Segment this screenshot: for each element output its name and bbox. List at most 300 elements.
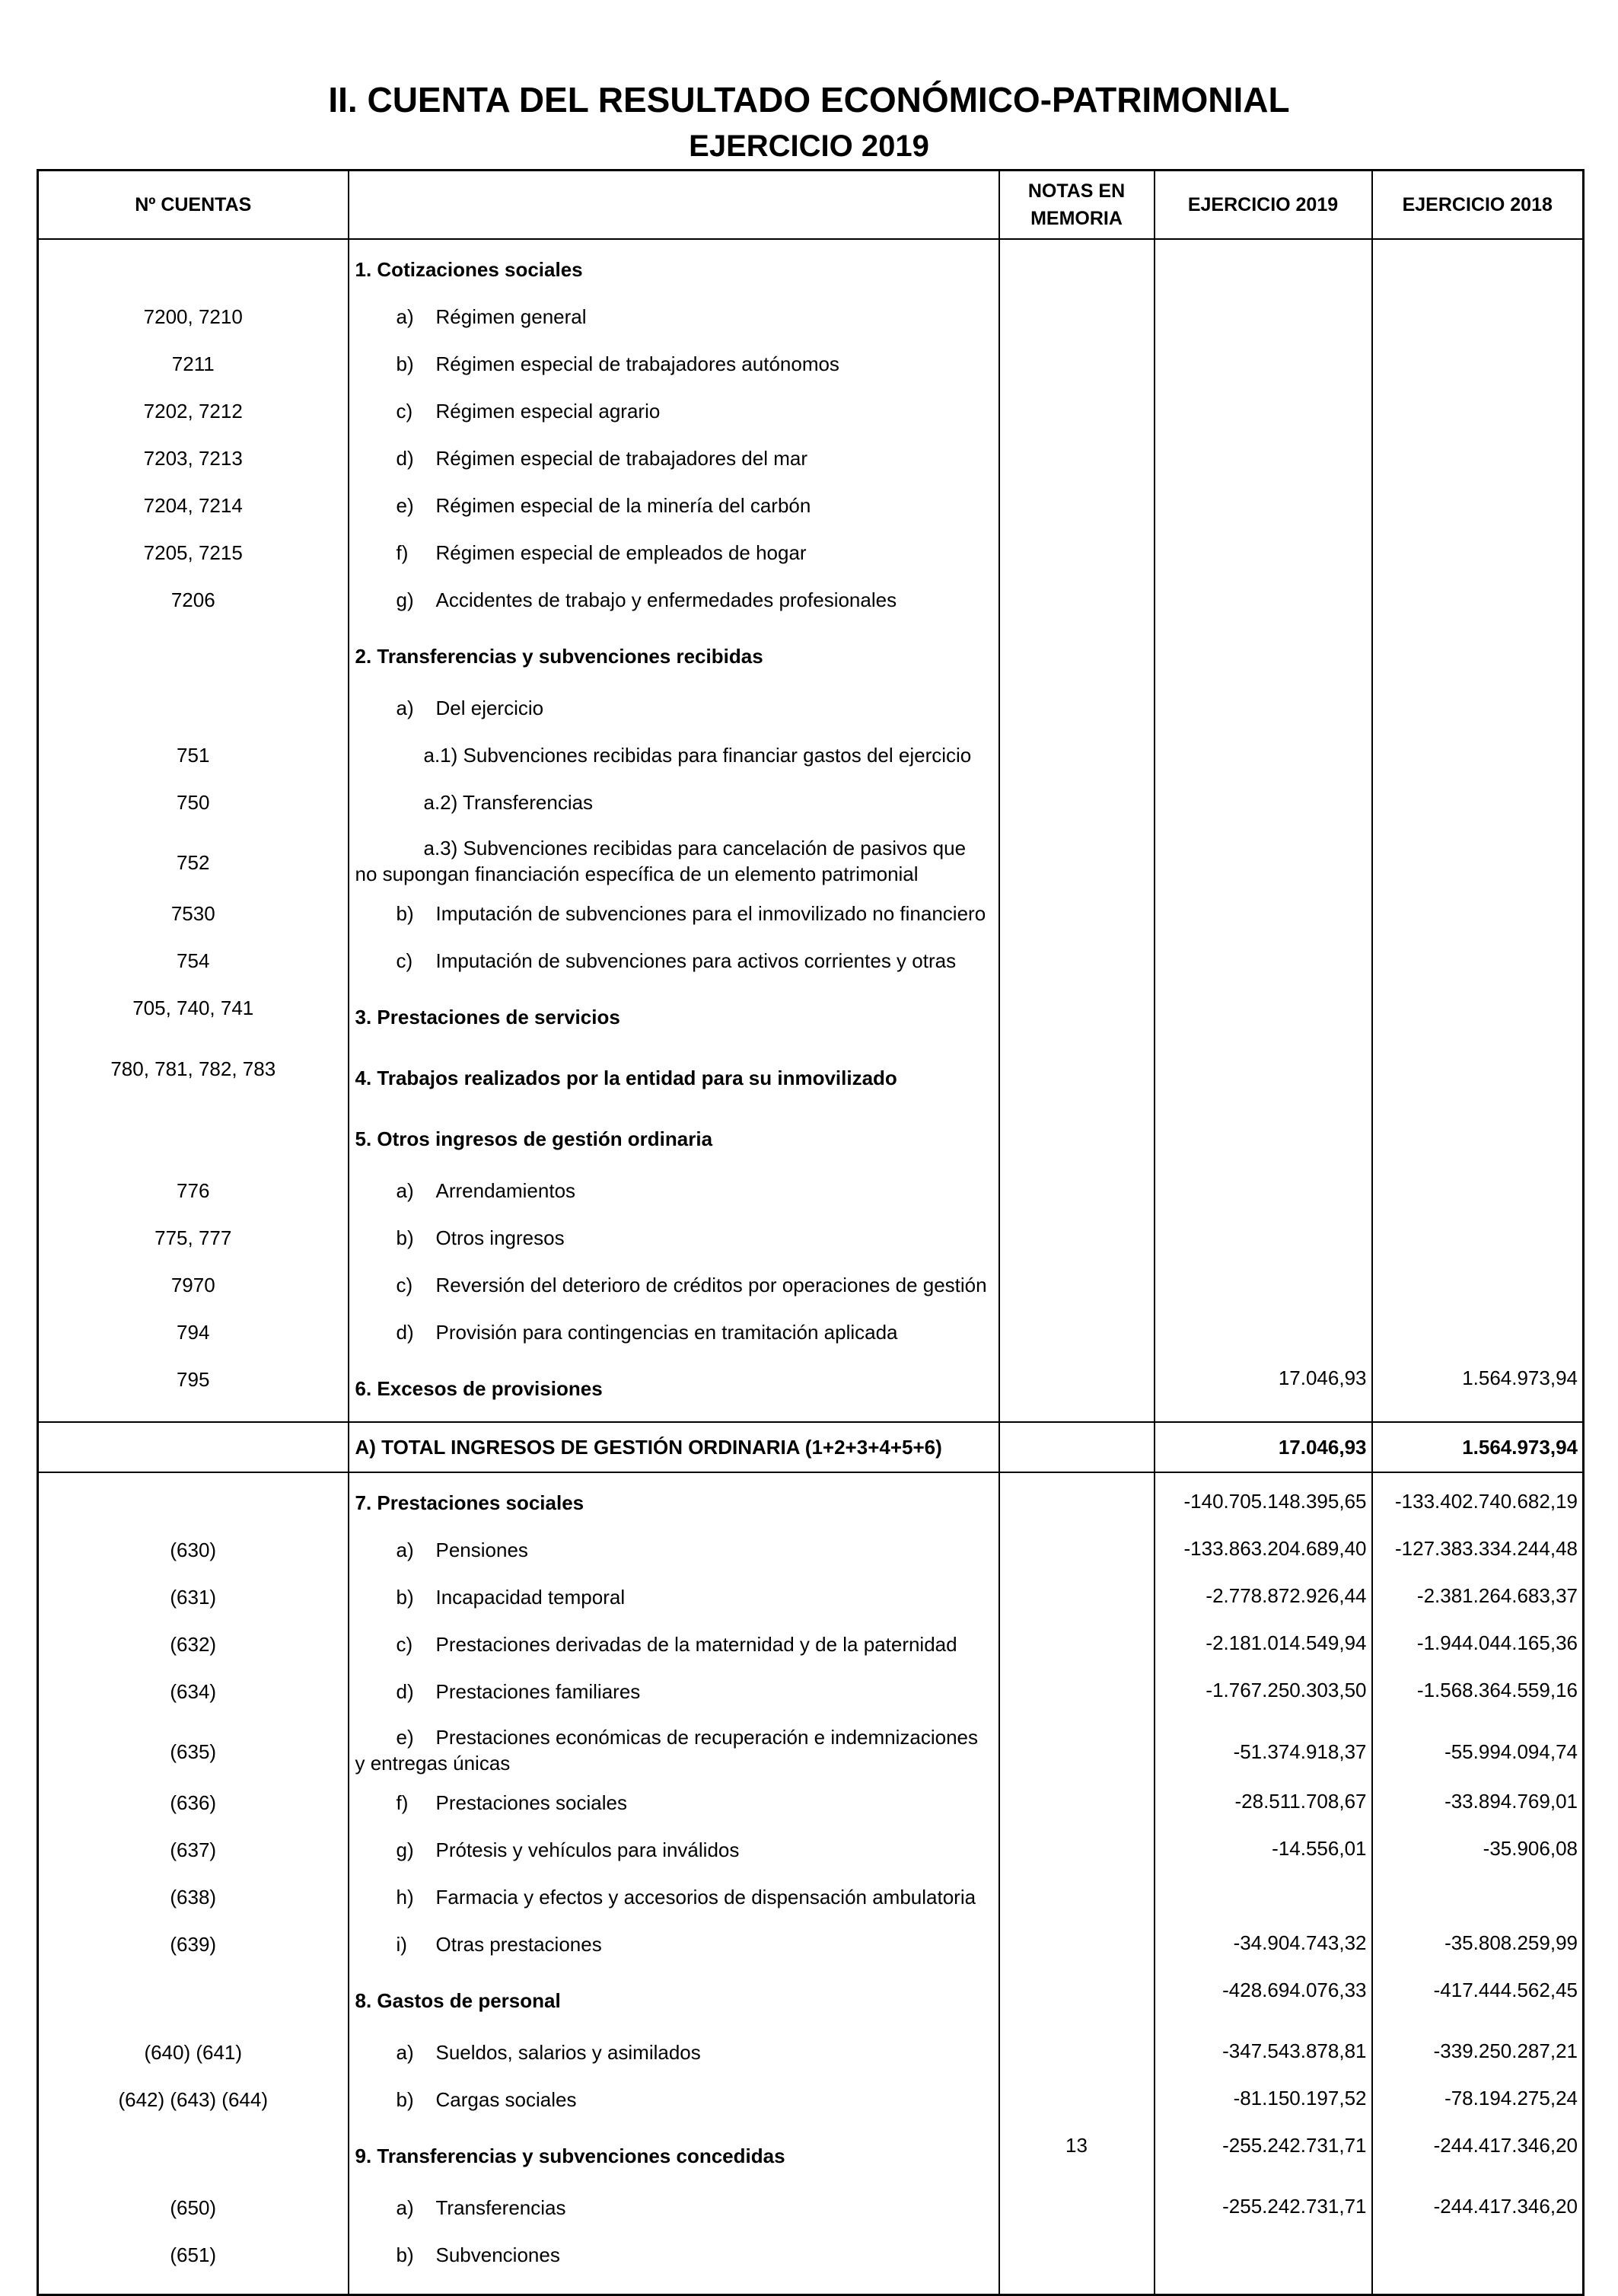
description-cell bbox=[349, 2081, 999, 2128]
table-row bbox=[38, 345, 1584, 392]
value-2018: -35.906,08 bbox=[1372, 1831, 1584, 1878]
item-letter: i) bbox=[396, 1933, 407, 1956]
value-2019 bbox=[1155, 1313, 1372, 1360]
value-2019 bbox=[1155, 628, 1372, 689]
item-line bbox=[355, 1838, 740, 1861]
section-heading: 9. Transferencias y subvenciones concedidas bbox=[349, 2128, 999, 2189]
value-2018 bbox=[1372, 1878, 1584, 1925]
notes-cell bbox=[999, 989, 1155, 1050]
section-heading: 8. Gastos de personal bbox=[349, 1972, 999, 2033]
description-cell bbox=[349, 2033, 999, 2081]
item-label: Farmacia y efectos y accesorios de dispensación ambulatoria bbox=[435, 1886, 976, 1909]
value-2018 bbox=[1372, 486, 1584, 534]
item-label: Otras prestaciones bbox=[435, 1933, 602, 1956]
description-cell bbox=[349, 1578, 999, 1625]
notes-cell bbox=[999, 2189, 1155, 2236]
description-cell bbox=[349, 1925, 999, 1972]
table-row bbox=[38, 250, 1584, 298]
sub-item-label: a.1) Subvenciones recibidas para financiar gastos del ejercicio bbox=[423, 744, 972, 767]
item-letter: b) bbox=[396, 902, 414, 925]
description-cell bbox=[349, 486, 999, 534]
account-cell: 7202, 7212 bbox=[38, 392, 349, 439]
account-cell: 7203, 7213 bbox=[38, 439, 349, 486]
spacer-cell bbox=[1155, 239, 1372, 250]
notes-cell bbox=[999, 831, 1155, 894]
value-2018 bbox=[1372, 894, 1584, 942]
table-row bbox=[38, 736, 1584, 783]
table-row bbox=[38, 783, 1584, 831]
value-2019: -14.556,01 bbox=[1155, 1831, 1372, 1878]
item-letter: b) bbox=[396, 1586, 414, 1609]
value-2018 bbox=[1372, 1050, 1584, 1111]
account-cell bbox=[38, 1972, 349, 2033]
value-2019 bbox=[1155, 689, 1372, 736]
value-2018: -33.894.769,01 bbox=[1372, 1784, 1584, 1831]
sub-item-label: a.2) Transferencias bbox=[423, 791, 594, 814]
value-2019: -81.150.197,52 bbox=[1155, 2081, 1372, 2128]
account-cell: 780, 781, 782, 783 bbox=[38, 1050, 349, 1111]
item-line bbox=[355, 1724, 999, 1750]
description-cell bbox=[349, 581, 999, 628]
value-2018: -1.944.044.165,36 bbox=[1372, 1625, 1584, 1673]
item-label: Régimen especial de trabajadores autónomos bbox=[435, 352, 839, 375]
notes-cell bbox=[999, 1878, 1155, 1925]
item-line bbox=[355, 697, 544, 719]
notes-cell bbox=[999, 486, 1155, 534]
item-label: Subvenciones bbox=[435, 2243, 560, 2266]
table-row bbox=[38, 392, 1584, 439]
section-heading: 4. Trabajos realizados por la entidad para su inmovilizado bbox=[349, 1050, 999, 1111]
table-row bbox=[38, 486, 1584, 534]
value-2019: -347.543.878,81 bbox=[1155, 2033, 1372, 2081]
account-cell: 7204, 7214 bbox=[38, 486, 349, 534]
value-2019 bbox=[1155, 942, 1372, 989]
account-cell: (631) bbox=[38, 1578, 349, 1625]
item-letter: c) bbox=[396, 949, 413, 972]
description-cell bbox=[349, 894, 999, 942]
header-cuentas: Nº CUENTAS bbox=[38, 171, 349, 240]
spacer-cell bbox=[1372, 2283, 1584, 2295]
item-label: Accidentes de trabajo y enfermedades profesionales bbox=[435, 588, 897, 611]
description-cell bbox=[349, 1219, 999, 1266]
value-2018: -55.994.094,74 bbox=[1372, 1720, 1584, 1784]
value-2018: -244.417.346,20 bbox=[1372, 2189, 1584, 2236]
value-2018 bbox=[1372, 250, 1584, 298]
item-letter: a) bbox=[396, 1539, 414, 1561]
table-row bbox=[38, 1578, 1584, 1625]
item-line bbox=[355, 1633, 957, 1656]
item-letter: g) bbox=[396, 1838, 414, 1861]
value-2019 bbox=[1155, 1219, 1372, 1266]
account-cell: (637) bbox=[38, 1831, 349, 1878]
table-row bbox=[38, 1831, 1584, 1878]
notes-cell bbox=[999, 1673, 1155, 1720]
item-label: Prestaciones económicas de recuperación e indemnizaciones bbox=[435, 1726, 979, 1749]
notes-cell bbox=[999, 1831, 1155, 1878]
table-row bbox=[38, 1784, 1584, 1831]
value-2018: -339.250.287,21 bbox=[1372, 2033, 1584, 2081]
table-row bbox=[38, 1111, 1584, 1172]
item-line bbox=[355, 2041, 701, 2064]
account-cell: (638) bbox=[38, 1878, 349, 1925]
value-2018 bbox=[1372, 689, 1584, 736]
description-cell bbox=[349, 534, 999, 581]
item-label: Prestaciones familiares bbox=[435, 1680, 641, 1703]
notes-cell bbox=[999, 1625, 1155, 1673]
description-cell bbox=[349, 298, 999, 345]
account-cell bbox=[38, 1484, 349, 1531]
description-cell bbox=[349, 1313, 999, 1360]
value-2018 bbox=[1372, 534, 1584, 581]
value-2019 bbox=[1155, 345, 1372, 392]
notes-cell bbox=[999, 392, 1155, 439]
item-line bbox=[355, 1680, 641, 1703]
table-row bbox=[38, 1878, 1584, 1925]
item-label: Imputación de subvenciones para el inmovilizado no financiero bbox=[435, 902, 986, 925]
item-label: Prestaciones sociales bbox=[435, 1791, 627, 1814]
item-line bbox=[355, 1791, 627, 1814]
value-2018 bbox=[1372, 1266, 1584, 1313]
account-cell: (635) bbox=[38, 1720, 349, 1784]
notes-cell bbox=[999, 942, 1155, 989]
item-line bbox=[355, 1539, 528, 1561]
table-row bbox=[38, 534, 1584, 581]
item-letter: b) bbox=[396, 1226, 414, 1249]
value-2019: -255.242.731,71 bbox=[1155, 2189, 1372, 2236]
item-label: Reversión del deterioro de créditos por operaciones de gestión bbox=[435, 1274, 987, 1296]
value-2019: 17.046,93 bbox=[1155, 1422, 1372, 1472]
spacer-cell bbox=[349, 1472, 999, 1484]
value-2019: -34.904.743,32 bbox=[1155, 1925, 1372, 1972]
account-cell bbox=[38, 1111, 349, 1172]
item-letter: e) bbox=[396, 1726, 414, 1749]
section-heading: 6. Excesos de provisiones bbox=[349, 1360, 999, 1422]
account-cell: 705, 740, 741 bbox=[38, 989, 349, 1050]
value-2018: -1.568.364.559,16 bbox=[1372, 1673, 1584, 1720]
value-2019 bbox=[1155, 581, 1372, 628]
notes-cell bbox=[999, 1111, 1155, 1172]
item-letter: e) bbox=[396, 494, 414, 517]
table-row bbox=[38, 1266, 1584, 1313]
item-label: Cargas sociales bbox=[435, 2088, 577, 2111]
item-line bbox=[355, 1586, 626, 1609]
value-2019 bbox=[1155, 392, 1372, 439]
notes-cell bbox=[999, 628, 1155, 689]
total-label: A) TOTAL INGRESOS DE GESTIÓN ORDINARIA (1+2+3+4+5+6) bbox=[349, 1422, 999, 1472]
notes-cell bbox=[999, 1578, 1155, 1625]
notes-cell bbox=[999, 1422, 1155, 1472]
notes-cell bbox=[999, 581, 1155, 628]
table-row bbox=[38, 2236, 1584, 2283]
item-letter: d) bbox=[396, 447, 414, 470]
item-line bbox=[355, 1886, 976, 1909]
item-label: Régimen especial de la minería del carbón bbox=[435, 494, 811, 517]
description-cell bbox=[349, 942, 999, 989]
item-label: Régimen especial de trabajadores del mar bbox=[435, 447, 807, 470]
item-letter: f) bbox=[396, 541, 409, 564]
account-cell: 7530 bbox=[38, 894, 349, 942]
item-letter: b) bbox=[396, 2243, 414, 2266]
item-line bbox=[355, 588, 897, 611]
account-cell: 795 bbox=[38, 1360, 349, 1422]
value-2019 bbox=[1155, 736, 1372, 783]
value-2018: 1.564.973,94 bbox=[1372, 1360, 1584, 1422]
item-line bbox=[355, 541, 807, 564]
item-letter: g) bbox=[396, 588, 414, 611]
table-row bbox=[38, 1219, 1584, 1266]
item-letter: d) bbox=[396, 1680, 414, 1703]
account-cell: 751 bbox=[38, 736, 349, 783]
item-line bbox=[355, 400, 661, 423]
spacer-cell bbox=[999, 2283, 1155, 2295]
item-letter: a) bbox=[396, 305, 414, 328]
table-row bbox=[38, 689, 1584, 736]
value-2019: -28.511.708,67 bbox=[1155, 1784, 1372, 1831]
section-heading: 7. Prestaciones sociales bbox=[349, 1484, 999, 1531]
value-2019: -133.863.204.689,40 bbox=[1155, 1531, 1372, 1578]
description-cell bbox=[349, 1720, 999, 1784]
table-row bbox=[38, 2189, 1584, 2236]
spacer-cell bbox=[349, 239, 999, 250]
description-cell bbox=[349, 1625, 999, 1673]
spacer-row bbox=[38, 1472, 1584, 1484]
notes-cell bbox=[999, 1484, 1155, 1531]
table-row bbox=[38, 1531, 1584, 1578]
spacer-cell bbox=[999, 239, 1155, 250]
value-2018: -417.444.562,45 bbox=[1372, 1972, 1584, 2033]
item-label: Régimen especial de empleados de hogar bbox=[435, 541, 807, 564]
section-heading: 5. Otros ingresos de gestión ordinaria bbox=[349, 1111, 999, 1172]
item-label: Imputación de subvenciones para activos corrientes y otras bbox=[435, 949, 957, 972]
value-2018: -133.402.740.682,19 bbox=[1372, 1484, 1584, 1531]
notes-cell bbox=[999, 894, 1155, 942]
spacer-cell bbox=[349, 2283, 999, 2295]
section-heading: 2. Transferencias y subvenciones recibidas bbox=[349, 628, 999, 689]
table-row bbox=[38, 942, 1584, 989]
account-cell: 794 bbox=[38, 1313, 349, 1360]
account-cell: 752 bbox=[38, 831, 349, 894]
account-cell: 7205, 7215 bbox=[38, 534, 349, 581]
value-2019 bbox=[1155, 989, 1372, 1050]
item-letter: a) bbox=[396, 697, 414, 719]
table-row bbox=[38, 1625, 1584, 1673]
item-line bbox=[355, 902, 986, 925]
page-title: II. CUENTA DEL RESULTADO ECONÓMICO-PATRIMONIAL bbox=[328, 80, 1290, 120]
value-2019 bbox=[1155, 1878, 1372, 1925]
description-cell bbox=[349, 1878, 999, 1925]
item-label: Pensiones bbox=[435, 1539, 528, 1561]
value-2019: -2.181.014.549,94 bbox=[1155, 1625, 1372, 1673]
spacer-cell bbox=[38, 239, 349, 250]
account-cell: (634) bbox=[38, 1673, 349, 1720]
notes-cell bbox=[999, 2236, 1155, 2283]
account-cell bbox=[38, 689, 349, 736]
notes-cell bbox=[999, 689, 1155, 736]
item-label-continued: y entregas únicas bbox=[355, 1752, 511, 1775]
item-label: Régimen general bbox=[435, 305, 587, 328]
value-2019 bbox=[1155, 1050, 1372, 1111]
notes-cell: 13 bbox=[999, 2128, 1155, 2189]
spacer-row bbox=[38, 2283, 1584, 2295]
account-cell: (651) bbox=[38, 2236, 349, 2283]
value-2018: 1.564.973,94 bbox=[1372, 1422, 1584, 1472]
table-row bbox=[38, 2128, 1584, 2189]
account-cell bbox=[38, 2128, 349, 2189]
item-label: Arrendamientos bbox=[435, 1179, 576, 1202]
spacer-cell bbox=[1155, 2283, 1372, 2295]
item-line bbox=[355, 1321, 898, 1344]
item-label: Provisión para contingencias en tramitación aplicada bbox=[435, 1321, 898, 1344]
value-2018 bbox=[1372, 1219, 1584, 1266]
value-2019 bbox=[1155, 831, 1372, 894]
account-cell bbox=[38, 250, 349, 298]
table-row bbox=[38, 628, 1584, 689]
spacer-cell bbox=[1372, 239, 1584, 250]
value-2019 bbox=[1155, 1111, 1372, 1172]
item-label: Del ejercicio bbox=[435, 697, 544, 719]
table-row bbox=[38, 2033, 1584, 2081]
notes-cell bbox=[999, 1313, 1155, 1360]
value-2018 bbox=[1372, 628, 1584, 689]
description-cell bbox=[349, 2236, 999, 2283]
value-2019 bbox=[1155, 298, 1372, 345]
account-cell: (632) bbox=[38, 1625, 349, 1673]
table-row bbox=[38, 298, 1584, 345]
table-row bbox=[38, 439, 1584, 486]
value-2018 bbox=[1372, 581, 1584, 628]
item-letter: c) bbox=[396, 1633, 413, 1656]
spacer-cell bbox=[38, 1472, 349, 1484]
account-cell: 7211 bbox=[38, 345, 349, 392]
item-letter: f) bbox=[396, 1791, 409, 1814]
table-row bbox=[38, 2081, 1584, 2128]
value-2018: -244.417.346,20 bbox=[1372, 2128, 1584, 2189]
notes-cell bbox=[999, 534, 1155, 581]
account-cell bbox=[38, 628, 349, 689]
value-2018 bbox=[1372, 736, 1584, 783]
value-2019 bbox=[1155, 534, 1372, 581]
total-row bbox=[38, 1422, 1584, 1472]
notes-cell bbox=[999, 1531, 1155, 1578]
notes-cell bbox=[999, 250, 1155, 298]
value-2018 bbox=[1372, 392, 1584, 439]
notes-cell bbox=[999, 2081, 1155, 2128]
item-line bbox=[355, 2196, 566, 2219]
spacer-cell bbox=[1155, 1472, 1372, 1484]
description-cell bbox=[349, 783, 999, 831]
description-cell bbox=[349, 1531, 999, 1578]
account-cell: 776 bbox=[38, 1172, 349, 1219]
value-2018: -78.194.275,24 bbox=[1372, 2081, 1584, 2128]
description-cell bbox=[349, 736, 999, 783]
item-label: Transferencias bbox=[435, 2196, 566, 2219]
item-line bbox=[355, 305, 587, 328]
item-letter: a) bbox=[396, 2041, 414, 2064]
notes-cell bbox=[999, 2033, 1155, 2081]
account-cell: 754 bbox=[38, 942, 349, 989]
value-2019: 17.046,93 bbox=[1155, 1360, 1372, 1422]
table-body bbox=[38, 239, 1584, 2295]
notes-cell bbox=[999, 1972, 1155, 2033]
spacer-cell bbox=[1372, 1472, 1584, 1484]
item-line bbox=[355, 352, 839, 375]
value-2018 bbox=[1372, 783, 1584, 831]
item-letter: b) bbox=[396, 2088, 414, 2111]
description-cell bbox=[349, 1831, 999, 1878]
value-2018 bbox=[1372, 345, 1584, 392]
item-line bbox=[355, 949, 957, 972]
description-cell bbox=[349, 1172, 999, 1219]
value-2018 bbox=[1372, 2236, 1584, 2283]
notes-cell bbox=[999, 298, 1155, 345]
description-cell bbox=[349, 2189, 999, 2236]
item-line bbox=[355, 494, 811, 517]
item-label: Sueldos, salarios y asimilados bbox=[435, 2041, 701, 2064]
item-label: Otros ingresos bbox=[435, 1226, 565, 1249]
header-description bbox=[349, 171, 999, 240]
item-line bbox=[355, 1274, 987, 1296]
account-cell: (639) bbox=[38, 1925, 349, 1972]
notes-cell bbox=[999, 1050, 1155, 1111]
item-letter: h) bbox=[396, 1886, 414, 1909]
table-row bbox=[38, 1172, 1584, 1219]
description-cell bbox=[349, 439, 999, 486]
item-letter: c) bbox=[396, 400, 413, 423]
account-cell: 775, 777 bbox=[38, 1219, 349, 1266]
table-row bbox=[38, 989, 1584, 1050]
results-table bbox=[37, 169, 1585, 2296]
sub-item-label: a.3) Subvenciones recibidas para cancelación de pasivos que bbox=[423, 837, 967, 859]
header-ejercicio-2019: EJERCICIO 2019 bbox=[1155, 171, 1372, 240]
section-heading: 1. Cotizaciones sociales bbox=[349, 250, 999, 298]
item-label: Prótesis y vehículos para inválidos bbox=[435, 1838, 740, 1861]
account-cell: (650) bbox=[38, 2189, 349, 2236]
account-cell: (640) (641) bbox=[38, 2033, 349, 2081]
value-2019 bbox=[1155, 2236, 1372, 2283]
account-cell: 7206 bbox=[38, 581, 349, 628]
item-letter: c) bbox=[396, 1274, 413, 1296]
account-cell: 7970 bbox=[38, 1266, 349, 1313]
account-cell: (636) bbox=[38, 1784, 349, 1831]
value-2018 bbox=[1372, 1313, 1584, 1360]
value-2019 bbox=[1155, 894, 1372, 942]
table-row bbox=[38, 1720, 1584, 1784]
description-cell bbox=[349, 392, 999, 439]
value-2019 bbox=[1155, 783, 1372, 831]
notes-cell bbox=[999, 783, 1155, 831]
table-header bbox=[38, 171, 1584, 240]
item-letter: b) bbox=[396, 352, 414, 375]
notes-cell bbox=[999, 1720, 1155, 1784]
value-2018 bbox=[1372, 439, 1584, 486]
notes-cell bbox=[999, 1360, 1155, 1422]
description-cell bbox=[349, 831, 999, 894]
notes-cell bbox=[999, 1784, 1155, 1831]
description-cell bbox=[349, 1784, 999, 1831]
table-row bbox=[38, 1050, 1584, 1111]
notes-cell bbox=[999, 1925, 1155, 1972]
item-line bbox=[355, 2243, 560, 2266]
value-2018 bbox=[1372, 1172, 1584, 1219]
value-2018 bbox=[1372, 989, 1584, 1050]
description-cell bbox=[349, 689, 999, 736]
value-2018 bbox=[1372, 1111, 1584, 1172]
table-row bbox=[38, 831, 1584, 894]
spacer-row bbox=[38, 239, 1584, 250]
item-line bbox=[355, 1179, 576, 1202]
notes-cell bbox=[999, 1219, 1155, 1266]
value-2018: -127.383.334.244,48 bbox=[1372, 1531, 1584, 1578]
